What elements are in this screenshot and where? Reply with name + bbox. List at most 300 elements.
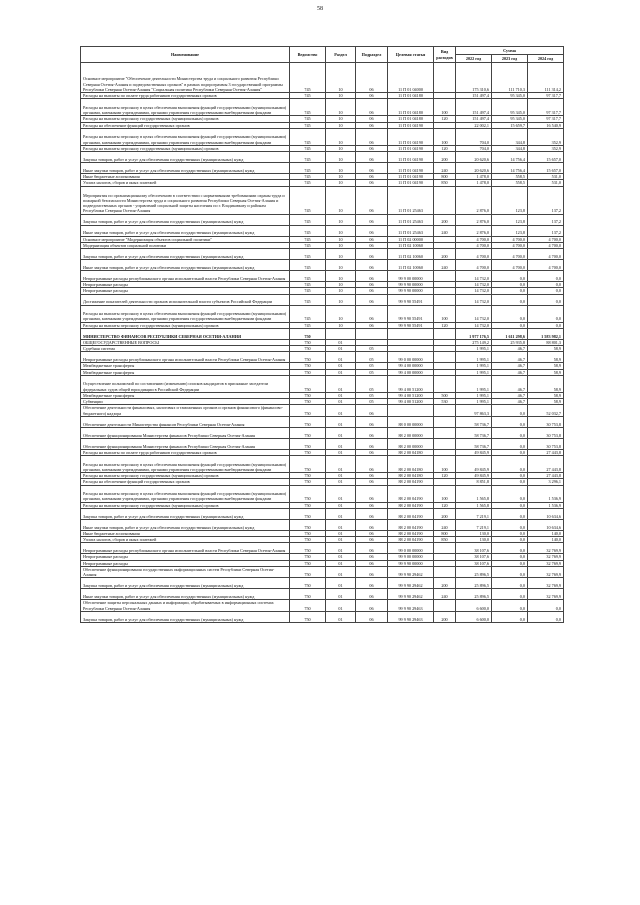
cell-section: 10 [326, 163, 356, 174]
cell-type [434, 328, 456, 339]
cell-2022: 151 497,4 [456, 93, 492, 99]
cell-2023: 0,0 [492, 438, 528, 449]
cell-target: 11 П 01 04180 [388, 116, 434, 122]
cell-type: 120 [434, 502, 456, 508]
cell-2024: 352,9 [528, 128, 564, 145]
cell-2024: 58,9 [528, 375, 564, 392]
cell-subsection: 06 [356, 93, 388, 99]
cell-subsection: 06 [356, 449, 388, 455]
cell-2022: 1 995,1 [456, 346, 492, 352]
cell-section: 01 [326, 554, 356, 560]
cell-target: 88 2 00 04180 [388, 456, 434, 473]
cell-2024: 0,0 [528, 322, 564, 328]
cell-name: Основное мероприятие "Модернизация объектов социальной политики" [81, 236, 290, 242]
cell-subsection: 06 [356, 530, 388, 536]
cell-section: 01 [326, 508, 356, 519]
table-row [81, 519, 564, 530]
cell-2023: 123,8 [492, 214, 528, 225]
table-header [81, 47, 564, 63]
cell-subsection: 06 [356, 537, 388, 543]
cell-name: Непрограммные расходы республиканского органа исполнительной власти Республики Северная Осетия-Алания [81, 543, 290, 554]
cell-2024: 10 634,6 [528, 508, 564, 519]
cell-2024: 137,2 [528, 186, 564, 214]
cell-subsection: 06 [356, 502, 388, 508]
cell-target: 11 П 01 25463 [388, 225, 434, 236]
cell-target: 11 П 02 10060 [388, 260, 434, 271]
cell-target: 99 9 90 29462 [388, 566, 434, 578]
cell-2023: 123,8 [492, 225, 528, 236]
cell-target: 11 П 02 00000 [388, 236, 434, 242]
table-row [81, 225, 564, 236]
budget-table [80, 46, 564, 623]
cell-2024: 58,9 [528, 352, 564, 363]
cell-type: 100 [434, 456, 456, 473]
cell-2023: 0,0 [492, 530, 528, 536]
cell-target: 99 9 90 55491 [388, 322, 434, 328]
cell-subsection: 06 [356, 180, 388, 186]
cell-2023: 46,7 [492, 363, 528, 369]
cell-dept: 745 [290, 63, 326, 93]
cell-type [434, 438, 456, 449]
cell-target: 88 2 00 04190 [388, 530, 434, 536]
cell-type [434, 600, 456, 612]
cell-name: Закупка товаров, работ и услуг для обеспечения государственных (муниципальных) нужд [81, 508, 290, 519]
cell-2023: 0,0 [492, 294, 528, 305]
cell-target: 99 4 00 00000 [388, 369, 434, 375]
cell-name: Модернизация объектов социальной политики [81, 242, 290, 248]
cell-2024: 52 032,7 [528, 405, 564, 417]
cell-section: 10 [326, 236, 356, 242]
cell-2024: 4 700,0 [528, 249, 564, 260]
cell-2023: 95 345,0 [492, 116, 528, 122]
cell-subsection: 06 [356, 186, 388, 214]
cell-2023: 1 611 298,6 [492, 328, 528, 339]
cell-dept: 750 [290, 369, 326, 375]
cell-target: 99 9 90 55491 [388, 294, 434, 305]
cell-section: 10 [326, 122, 356, 128]
cell-target: 99 0 00 00000 [388, 352, 434, 363]
cell-dept: 745 [290, 225, 326, 236]
cell-section: 01 [326, 566, 356, 578]
cell-2022: 38 107,6 [456, 543, 492, 554]
cell-2024: 0,0 [528, 611, 564, 622]
cell-2022: 1 995,1 [456, 369, 492, 375]
cell-2024: 140,0 [528, 530, 564, 536]
cell-name: Обеспечение защиты персональных данных и информации, обрабатываемых в информационных системах Республики Северная Осетия-Алания [81, 600, 290, 612]
cell-target: 88 2 00 04190 [388, 502, 434, 508]
cell-name: Иные закупки товаров, работ и услуг для обеспечения государственных (муниципальных) нужд [81, 225, 290, 236]
cell-subsection: 06 [356, 271, 388, 282]
cell-2022: 151 497,4 [456, 116, 492, 122]
table-row [81, 600, 564, 612]
cell-dept: 745 [290, 214, 326, 225]
cell-target: 11 П 01 04190 [388, 180, 434, 186]
table-row [81, 352, 564, 363]
cell-target: 88 2 00 04190 [388, 479, 434, 485]
cell-dept: 745 [290, 128, 326, 145]
cell-name: Расходы на выплаты персоналу в целях обеспечения выполнения функций государственными (муниципальными) органами, казенными учреждениями, органами управления государственными внебюджетными фондами [81, 456, 290, 473]
cell-2023: 46,7 [492, 399, 528, 405]
cell-name: Расходы на выплаты персоналу в целях обеспечения выполнения функций государственными (муниципальными) органами, казенными учреждениями, органами управления государственными внебюджетными фондами [81, 305, 290, 322]
cell-2024: 58,9 [528, 363, 564, 369]
cell-subsection: 06 [356, 214, 388, 225]
cell-2023: 0,0 [492, 560, 528, 566]
cell-name: Закупка товаров, работ и услуг для обеспечения государственных (муниципальных) нужд [81, 611, 290, 622]
cell-2024: 531,0 [528, 174, 564, 180]
cell-2024: 32 769,9 [528, 554, 564, 560]
cell-name: Закупка товаров, работ и услуг для обеспечения государственных (муниципальных) нужд [81, 249, 290, 260]
cell-2024: 32 769,9 [528, 589, 564, 600]
cell-section: 01 [326, 560, 356, 566]
cell-2022: 25 896,5 [456, 566, 492, 578]
cell-2024: 32 769,9 [528, 543, 564, 554]
cell-section: 10 [326, 116, 356, 122]
cell-type: 120 [434, 322, 456, 328]
cell-target: 88 2 00 04190 [388, 508, 434, 519]
cell-2023: 46,7 [492, 352, 528, 363]
cell-2022: 58 736,7 [456, 438, 492, 449]
cell-2024: 4 700,0 [528, 236, 564, 242]
cell-2022: 49 845,9 [456, 473, 492, 479]
cell-section: 01 [326, 438, 356, 449]
cell-dept: 750 [290, 405, 326, 417]
cell-target: 88 2 00 00000 [388, 438, 434, 449]
cell-subsection: 06 [356, 543, 388, 554]
cell-name: Обеспечение функционирования государственных информационных систем Республики Северная Осетия-Алания [81, 566, 290, 578]
cell-2024: 97 317,7 [528, 93, 564, 99]
cell-2023: 0,0 [492, 288, 528, 294]
cell-2022: 1 995,1 [456, 375, 492, 392]
cell-target: 99 4 00 51200 [388, 399, 434, 405]
cell-2023: 0,0 [492, 537, 528, 543]
cell-dept: 745 [290, 145, 326, 151]
cell-subsection: 06 [356, 589, 388, 600]
table-row [81, 566, 564, 578]
cell-name: Закупка товаров, работ и услуг для обеспечения государственных (муниципальных) нужд [81, 214, 290, 225]
cell-2023: 4 700,0 [492, 260, 528, 271]
table-row [81, 186, 564, 214]
cell-section: 10 [326, 214, 356, 225]
cell-section: 01 [326, 600, 356, 612]
cell-dept: 745 [290, 93, 326, 99]
cell-section: 01 [326, 485, 356, 502]
cell-2023: 4 700,0 [492, 242, 528, 248]
cell-2023: 558,5 [492, 174, 528, 180]
cell-2022: 49 845,9 [456, 456, 492, 473]
table-row [81, 456, 564, 473]
header-dept: Ведомство [290, 47, 326, 63]
cell-dept: 750 [290, 543, 326, 554]
cell-2023: 25 935,8 [492, 339, 528, 345]
cell-2023: 0,0 [492, 519, 528, 530]
cell-2023: 95 345,0 [492, 93, 528, 99]
cell-2022: 2 876,0 [456, 225, 492, 236]
cell-target: 11 П 01 04190 [388, 122, 434, 128]
cell-subsection: 06 [356, 225, 388, 236]
cell-2024: 1 583 982,1 [528, 328, 564, 339]
cell-section: 10 [326, 249, 356, 260]
cell-2022: 4 700,0 [456, 249, 492, 260]
cell-name: Основное мероприятие "Обеспечение деятельности Министерства труда и социального развития Республики Северная Осетия-Алания и подведомственных органов" в рамках подпрограммы 3 государственной программы Республики Северная Осетия-Алания "Социальная политика Республики Северная Осетия-Алания" [81, 63, 290, 93]
cell-2022: 22 002,1 [456, 122, 492, 128]
cell-type: 240 [434, 225, 456, 236]
cell-dept: 750 [290, 485, 326, 502]
cell-2024: 0,0 [528, 288, 564, 294]
cell-name: Судебная система [81, 346, 290, 352]
cell-subsection: 06 [356, 122, 388, 128]
cell-subsection: 06 [356, 63, 388, 93]
cell-target: 99 9 00 00000 [388, 554, 434, 560]
table-row [81, 271, 564, 282]
cell-2022: 175 310,6 [456, 63, 492, 93]
cell-type [434, 352, 456, 363]
cell-name: Мероприятия по организационному обеспечению в соответствии с нормативными требованиями охраны труда и пожарной безопасности Министерства труда и социального развития Республики Северная Осетия-Алания и подведомственных органов - управлений социальной защиты населения по г. Владикавказу и районам Республики Северная Осетия-Алания [81, 186, 290, 214]
cell-subsection: 06 [356, 554, 388, 560]
cell-2024: 0,0 [528, 294, 564, 305]
cell-name: Расходы на выплаты персоналу в целях обеспечения выполнения функций государственными (муниципальными) органами, казенными учреждениями, органами управления государственными внебюджетными фондами [81, 128, 290, 145]
cell-type: 240 [434, 589, 456, 600]
cell-2022: 25 896,5 [456, 578, 492, 589]
header-type: Вид расходов [434, 47, 456, 63]
cell-target: 11 П 01 04190 [388, 145, 434, 151]
cell-section: 10 [326, 242, 356, 248]
cell-2023: 0,0 [492, 322, 528, 328]
cell-section: 01 [326, 578, 356, 589]
cell-target: 99 4 00 51200 [388, 375, 434, 392]
cell-2024: 0,0 [528, 271, 564, 282]
cell-target [388, 405, 434, 417]
cell-2023: 0,0 [492, 416, 528, 427]
cell-section: 10 [326, 186, 356, 214]
cell-2022: 38 107,6 [456, 560, 492, 566]
cell-section: 01 [326, 346, 356, 352]
cell-target: 88 0 00 00000 [388, 416, 434, 427]
table-row [81, 611, 564, 622]
cell-2023: 4 700,0 [492, 236, 528, 242]
cell-type: 240 [434, 260, 456, 271]
cell-2023: 0,0 [492, 282, 528, 288]
cell-2022: 20 620,6 [456, 163, 492, 174]
cell-2024: 97 317,7 [528, 116, 564, 122]
cell-2022: 4 700,0 [456, 260, 492, 271]
cell-2023: 46,7 [492, 369, 528, 375]
cell-subsection: 06 [356, 294, 388, 305]
cell-name: Расходы на выплаты персоналу в целях обеспечения выполнения функций государственными (муниципальными) органами, казенными учреждениями, органами управления государственными внебюджетными фондами [81, 485, 290, 502]
cell-subsection: 06 [356, 416, 388, 427]
cell-section: 10 [326, 180, 356, 186]
cell-name: Субвенции [81, 399, 290, 405]
cell-target: 11 П 01 04190 [388, 174, 434, 180]
cell-dept: 750 [290, 530, 326, 536]
cell-dept: 745 [290, 174, 326, 180]
cell-name: Обеспечение деятельности Министерства финансов Республики Северная Осетия-Алания [81, 416, 290, 427]
cell-type: 100 [434, 128, 456, 145]
cell-section: 01 [326, 449, 356, 455]
cell-2022: 130,0 [456, 537, 492, 543]
cell-2023: 4 700,0 [492, 249, 528, 260]
cell-name: ОБЩЕГОСУДАРСТВЕННЫЕ ВОПРОСЫ [81, 339, 290, 345]
cell-section: 01 [326, 416, 356, 427]
cell-dept: 750 [290, 479, 326, 485]
cell-2024: 58,9 [528, 399, 564, 405]
table-row [81, 305, 564, 322]
cell-dept: 750 [290, 416, 326, 427]
cell-2022: 1 478,0 [456, 174, 492, 180]
cell-name: Иные закупки товаров, работ и услуг для обеспечения государственных (муниципальных) нужд [81, 163, 290, 174]
cell-name: Иные закупки товаров, работ и услуг для обеспечения государственных (муниципальных) нужд [81, 589, 290, 600]
cell-type: 800 [434, 530, 456, 536]
cell-subsection: 06 [356, 600, 388, 612]
cell-target: 99 0 00 00000 [388, 543, 434, 554]
cell-name: Осуществление полномочий по составлению (изменению) списков кандидатов в присяжные заседатели федеральных судов общей юрисдикции в Российской Федерации [81, 375, 290, 392]
cell-section: 01 [326, 405, 356, 417]
cell-2023: 46,7 [492, 346, 528, 352]
cell-target: 88 2 00 04190 [388, 537, 434, 543]
cell-2023: 0,0 [492, 600, 528, 612]
cell-subsection: 06 [356, 566, 388, 578]
cell-2022: 1 478,0 [456, 180, 492, 186]
table-row [81, 416, 564, 427]
cell-section: 10 [326, 294, 356, 305]
cell-2022: 58 736,7 [456, 416, 492, 427]
table-row [81, 128, 564, 145]
cell-dept: 750 [290, 339, 326, 345]
cell-2024: 97 317,7 [528, 99, 564, 116]
cell-subsection: 06 [356, 456, 388, 473]
cell-2024: 30 753,8 [528, 416, 564, 427]
cell-2022: 704,0 [456, 128, 492, 145]
cell-dept: 750 [290, 519, 326, 530]
cell-target: 11 П 01 25463 [388, 214, 434, 225]
cell-name: Закупка товаров, работ и услуг для обеспечения государственных (муниципальных) нужд [81, 152, 290, 163]
cell-2022: 38 107,6 [456, 554, 492, 560]
cell-2024: 32 769,9 [528, 560, 564, 566]
cell-type [434, 405, 456, 417]
cell-type [434, 566, 456, 578]
cell-2022: 2 876,0 [456, 186, 492, 214]
cell-dept: 750 [290, 399, 326, 405]
cell-dept: 750 [290, 392, 326, 398]
cell-section: 10 [326, 260, 356, 271]
cell-2024: 137,2 [528, 225, 564, 236]
cell-2022: 58 736,7 [456, 427, 492, 438]
cell-type: 850 [434, 180, 456, 186]
cell-2023: 344,8 [492, 145, 528, 151]
cell-name: МИНИСТЕРСТВО ФИНАНСОВ РЕСПУБЛИКИ СЕВЕРНАЯ ОСЕТИЯ-АЛАНИЯ [81, 328, 290, 339]
header-2024: 2024 год [528, 55, 564, 63]
cell-subsection: 06 [356, 236, 388, 242]
cell-dept: 745 [290, 99, 326, 116]
cell-target: 99 9 90 00000 [388, 282, 434, 288]
cell-target: 99 9 90 29463 [388, 611, 434, 622]
cell-2022: 7 219,1 [456, 519, 492, 530]
cell-2022: 25 896,5 [456, 589, 492, 600]
cell-section: 01 [326, 473, 356, 479]
cell-2024: 10 634,6 [528, 519, 564, 530]
cell-2023: 14 756,4 [492, 163, 528, 174]
cell-section: 10 [326, 99, 356, 116]
cell-name: Непрограммные расходы [81, 288, 290, 294]
cell-2023: 46,7 [492, 375, 528, 392]
table-row [81, 485, 564, 502]
cell-dept: 745 [290, 271, 326, 282]
cell-2024: 27 443,8 [528, 473, 564, 479]
cell-dept: 750 [290, 600, 326, 612]
cell-subsection: 06 [356, 145, 388, 151]
cell-name: Закупка товаров, работ и услуг для обеспечения государственных (муниципальных) нужд [81, 578, 290, 589]
cell-dept: 750 [290, 554, 326, 560]
cell-section: 10 [326, 225, 356, 236]
cell-dept: 750 [290, 363, 326, 369]
cell-target: 99 9 90 55491 [388, 305, 434, 322]
cell-target: 99 4 00 00000 [388, 363, 434, 369]
table-row [81, 214, 564, 225]
cell-2022: 1 995,1 [456, 363, 492, 369]
cell-subsection: 06 [356, 560, 388, 566]
cell-dept: 745 [290, 186, 326, 214]
cell-subsection: 06 [356, 152, 388, 163]
cell-target: 99 9 90 00000 [388, 288, 434, 294]
cell-2024: 30 753,8 [528, 427, 564, 438]
cell-2022: 151 497,4 [456, 99, 492, 116]
cell-2023: 0,0 [492, 405, 528, 417]
header-2023: 2023 год [492, 55, 528, 63]
table-row [81, 99, 564, 116]
cell-subsection: 05 [356, 346, 388, 352]
cell-name: Обеспечение функционирования Министерства финансов Республики Северная Осетия-Алания [81, 427, 290, 438]
table-row [81, 438, 564, 449]
cell-2022: 1 995,1 [456, 399, 492, 405]
cell-dept: 750 [290, 375, 326, 392]
table-row [81, 589, 564, 600]
cell-type: 800 [434, 174, 456, 180]
cell-2024: 27 443,8 [528, 449, 564, 455]
header-subsection: Подраздел [356, 47, 388, 63]
cell-section: 01 [326, 427, 356, 438]
cell-name: Иные бюджетные ассигнования [81, 174, 290, 180]
cell-type: 850 [434, 537, 456, 543]
cell-section: 01 [326, 589, 356, 600]
cell-subsection: 05 [356, 399, 388, 405]
cell-type: 100 [434, 305, 456, 322]
cell-target: 88 2 00 00000 [388, 427, 434, 438]
cell-dept: 750 [290, 560, 326, 566]
cell-subsection: 05 [356, 392, 388, 398]
cell-target: 99 9 90 00000 [388, 560, 434, 566]
cell-target: 99 9 00 00000 [388, 271, 434, 282]
cell-dept: 745 [290, 322, 326, 328]
cell-target: 11 П 01 04190 [388, 152, 434, 163]
cell-2023: 15 659,7 [492, 122, 528, 128]
cell-2022: 14 732,0 [456, 271, 492, 282]
cell-subsection: 06 [356, 260, 388, 271]
cell-subsection: 06 [356, 116, 388, 122]
cell-section [326, 328, 356, 339]
cell-2022: 1 977 176,5 [456, 328, 492, 339]
cell-2023: 95 345,0 [492, 99, 528, 116]
cell-name: Расходы на выплаты персоналу государственных (муниципальных) органов [81, 473, 290, 479]
cell-subsection: 06 [356, 174, 388, 180]
cell-target: 11 П 02 10060 [388, 242, 434, 248]
cell-type [434, 543, 456, 554]
cell-name: Иные закупки товаров, работ и услуг для обеспечения государственных (муниципальных) нужд [81, 260, 290, 271]
table-body [81, 63, 564, 623]
cell-2022: 1 565,8 [456, 502, 492, 508]
cell-2023: 558,5 [492, 180, 528, 186]
cell-dept: 750 [290, 427, 326, 438]
cell-2022: 7 219,1 [456, 508, 492, 519]
cell-2024: 352,9 [528, 145, 564, 151]
